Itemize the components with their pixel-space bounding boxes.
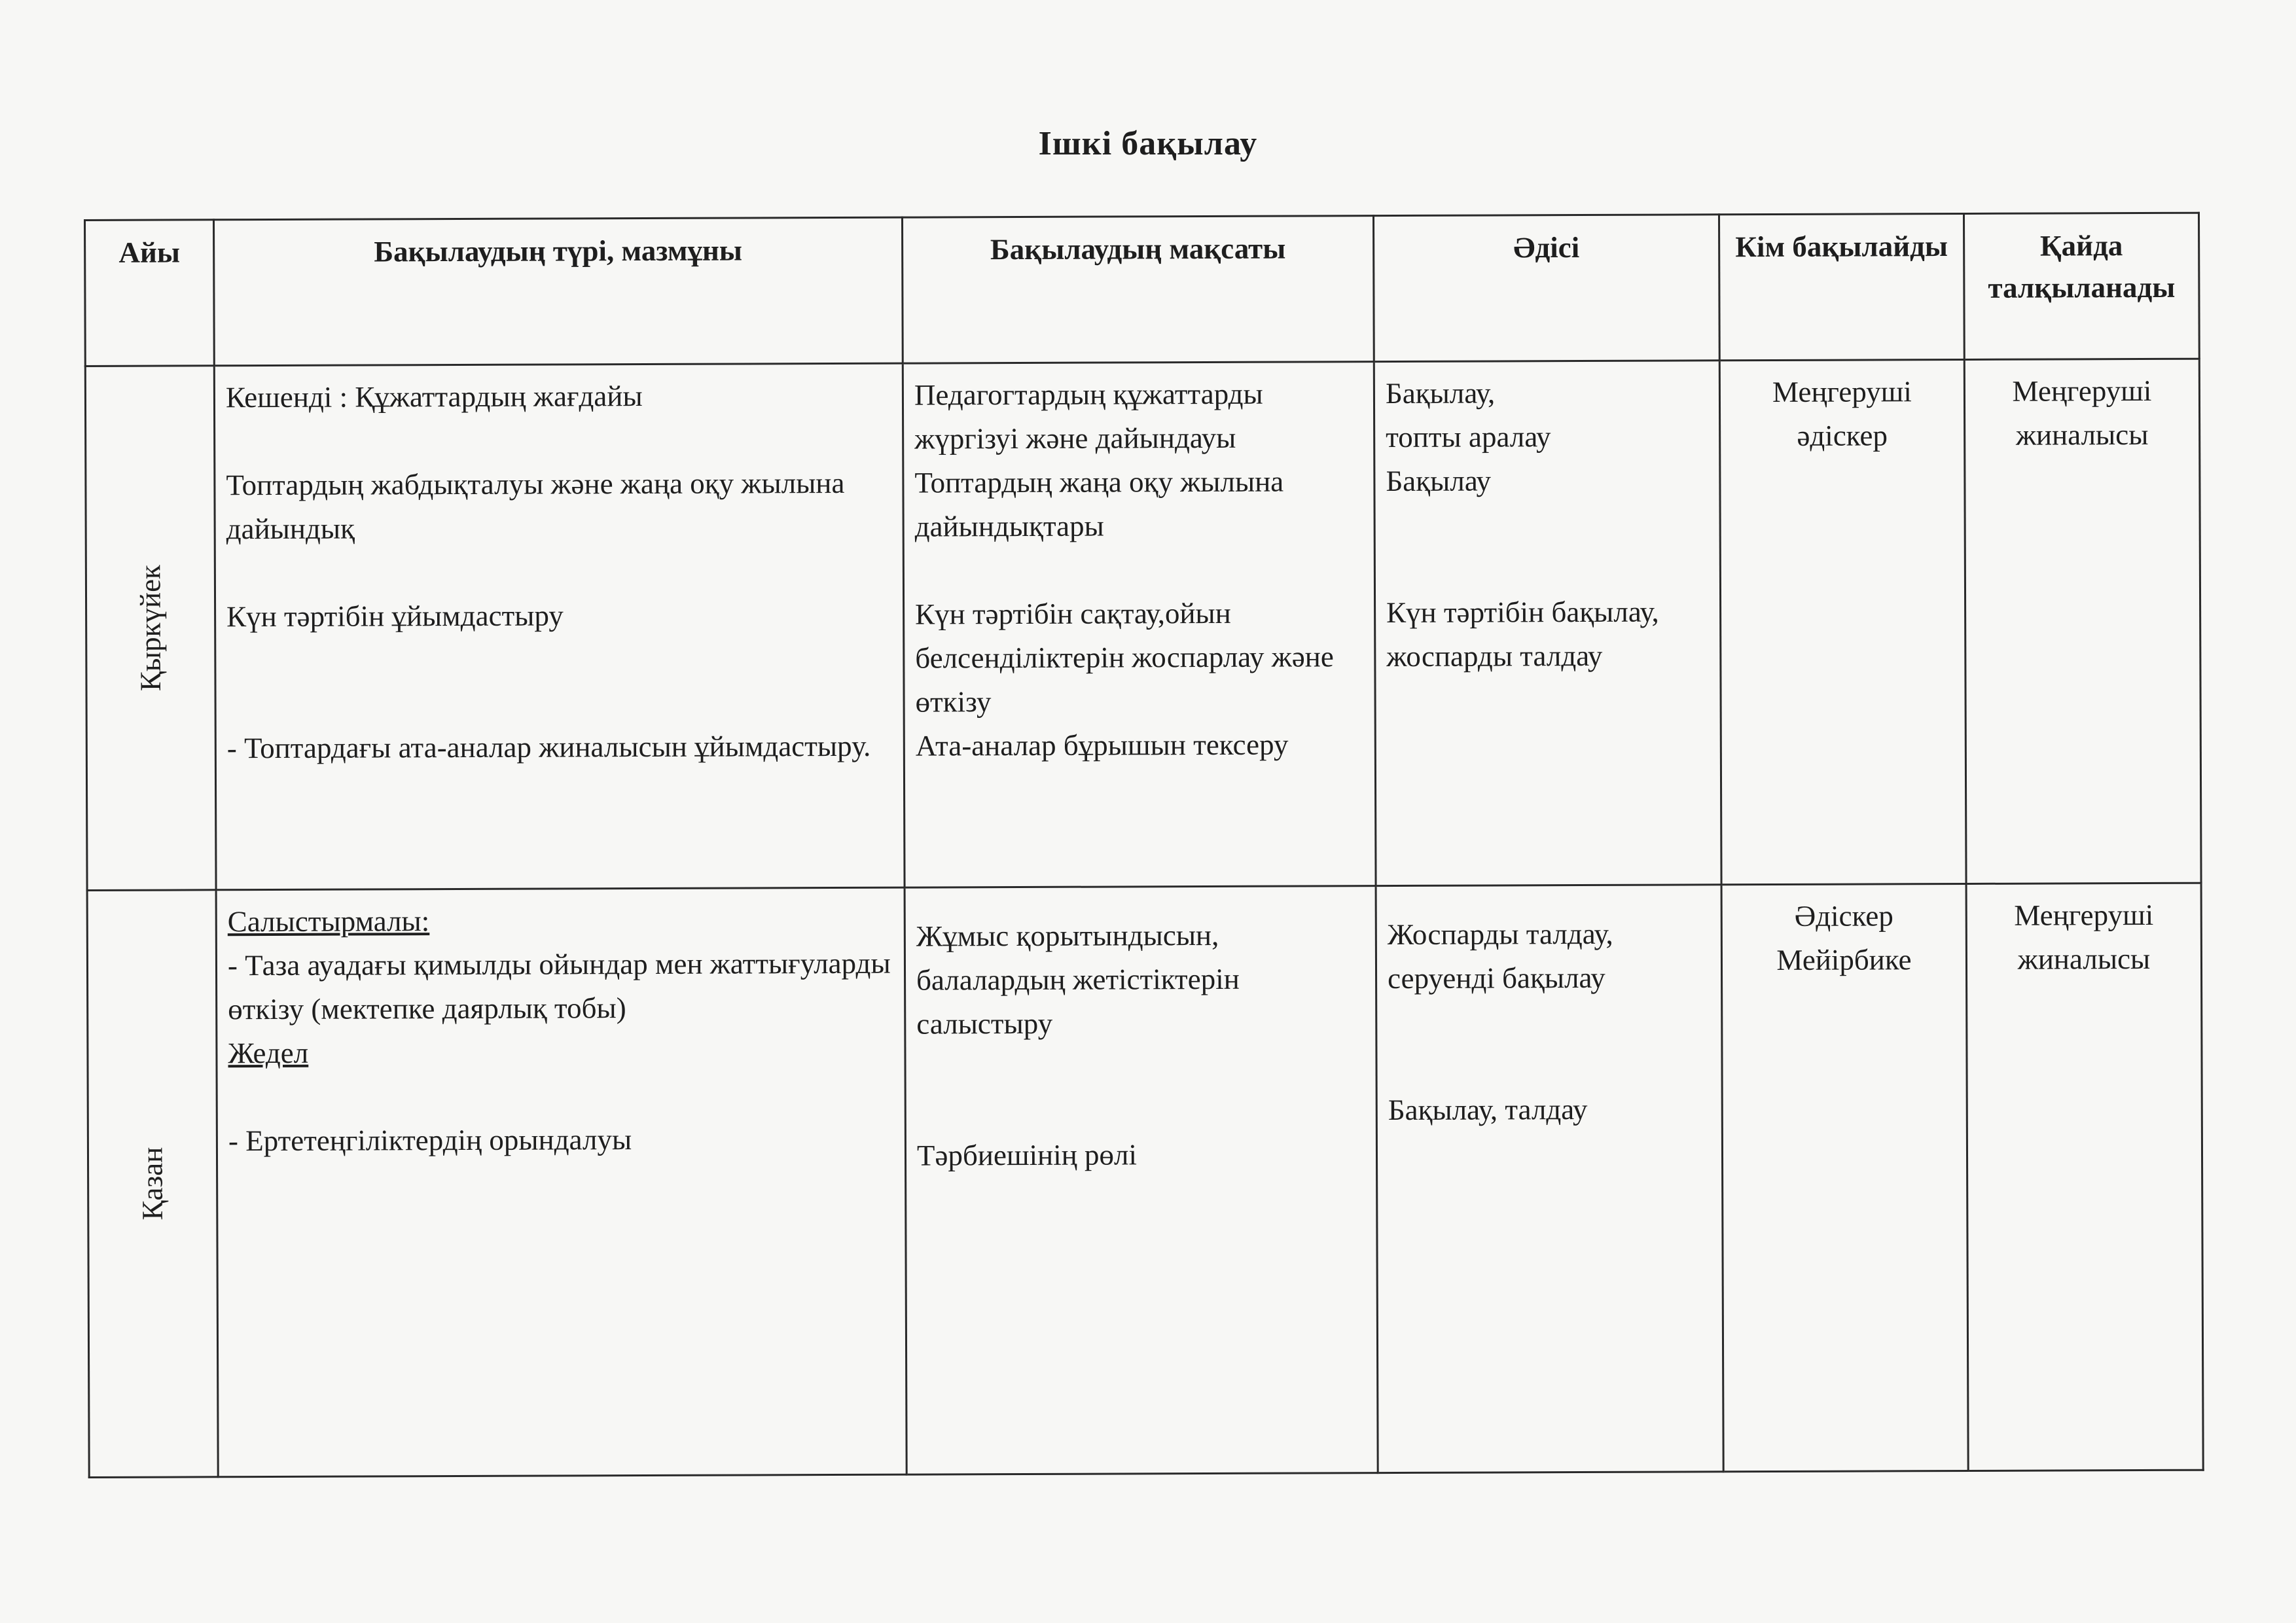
month-cell (85, 366, 216, 891)
month-label: Қыркүйек (134, 565, 168, 692)
where-cell: Меңгеруші жиналысы (1964, 359, 2201, 883)
goal-cell (905, 886, 1378, 1475)
method-line: Күн тәртібін бақылау, жоспарды талдау (1386, 595, 1659, 673)
header-who: Кім бақылайды (1719, 213, 1964, 360)
header-method: Әдісі (1373, 215, 1719, 362)
method-cell (1374, 361, 1721, 886)
table-row (85, 359, 2201, 890)
who-cell: Меңгеруші әдіскер (1719, 359, 1966, 884)
type-line: Жедел (228, 1036, 309, 1070)
header-row (85, 213, 2200, 366)
header-type: Бақылаудың түрі, мазмұны (214, 217, 903, 366)
type-line: - Ертетеңгіліктердің орындалуы (228, 1123, 632, 1158)
where-cell: Меңгеруші жиналысы (1966, 883, 2203, 1471)
page-title: Ішкі бақылау (1038, 125, 1258, 162)
type-cell (216, 887, 906, 1477)
who-line: Әдіскер (1794, 899, 1893, 933)
month-cell (87, 890, 218, 1478)
who-cell (1721, 883, 1968, 1471)
method-line: Бақылау, талдау (1388, 1092, 1588, 1127)
who-line: Мейірбике (1776, 943, 1912, 976)
goal-line: Педагогтардың құжаттарды жүргізуі және дайындауы (914, 377, 1263, 455)
type-line: - Топтардағы ата-аналар жиналысын ұйымдастыру. (226, 729, 871, 765)
method-cell (1376, 885, 1723, 1473)
method-line: Жоспарды талдау, серуенді бақылау (1387, 917, 1613, 995)
table-row (87, 883, 2203, 1477)
goal-line: Жұмыс қорытындысын, балалардың жетістіктерін салыстыру (916, 918, 1240, 1041)
method-line: Бақылау, (1385, 376, 1496, 410)
type-line: Топтардың жабдықталуы және жаңа оқу жылына дайындық (226, 466, 845, 546)
method-line: Бақылау (1386, 464, 1492, 498)
goal-cell (903, 362, 1376, 888)
header-month: Айы (85, 220, 215, 366)
type-line: Күн тәртібін ұйымдастыру (226, 599, 564, 633)
header-goal: Бақылаудың мақсаты (902, 216, 1374, 364)
method-line: топты аралау (1386, 420, 1551, 454)
type-line: - Таза ауадағы қимылды ойындар мен жаттығуларды өткізу (мектепке даярлық тобы) (227, 946, 891, 1026)
goal-line: Тәрбиешінің рөлі (916, 1138, 1138, 1172)
goal-line: Топтардың жаңа оқу жылына дайындықтары (914, 465, 1284, 543)
goal-line: Ата-аналар бұрышын тексеру (915, 728, 1289, 762)
goal-line: Күн тәртібін сақтау,ойын белсенділіктерін жоспарлау және өткізу (915, 596, 1334, 719)
type-line: Салыстырмалы: (227, 904, 430, 938)
header-where: Қайда талқыланады (1964, 213, 2199, 359)
type-line: Кешенді : Құжаттардың жағдайы (225, 380, 643, 414)
control-plan-table (84, 212, 2204, 1478)
type-cell (214, 363, 905, 890)
month-label: Қазан (135, 1147, 169, 1221)
